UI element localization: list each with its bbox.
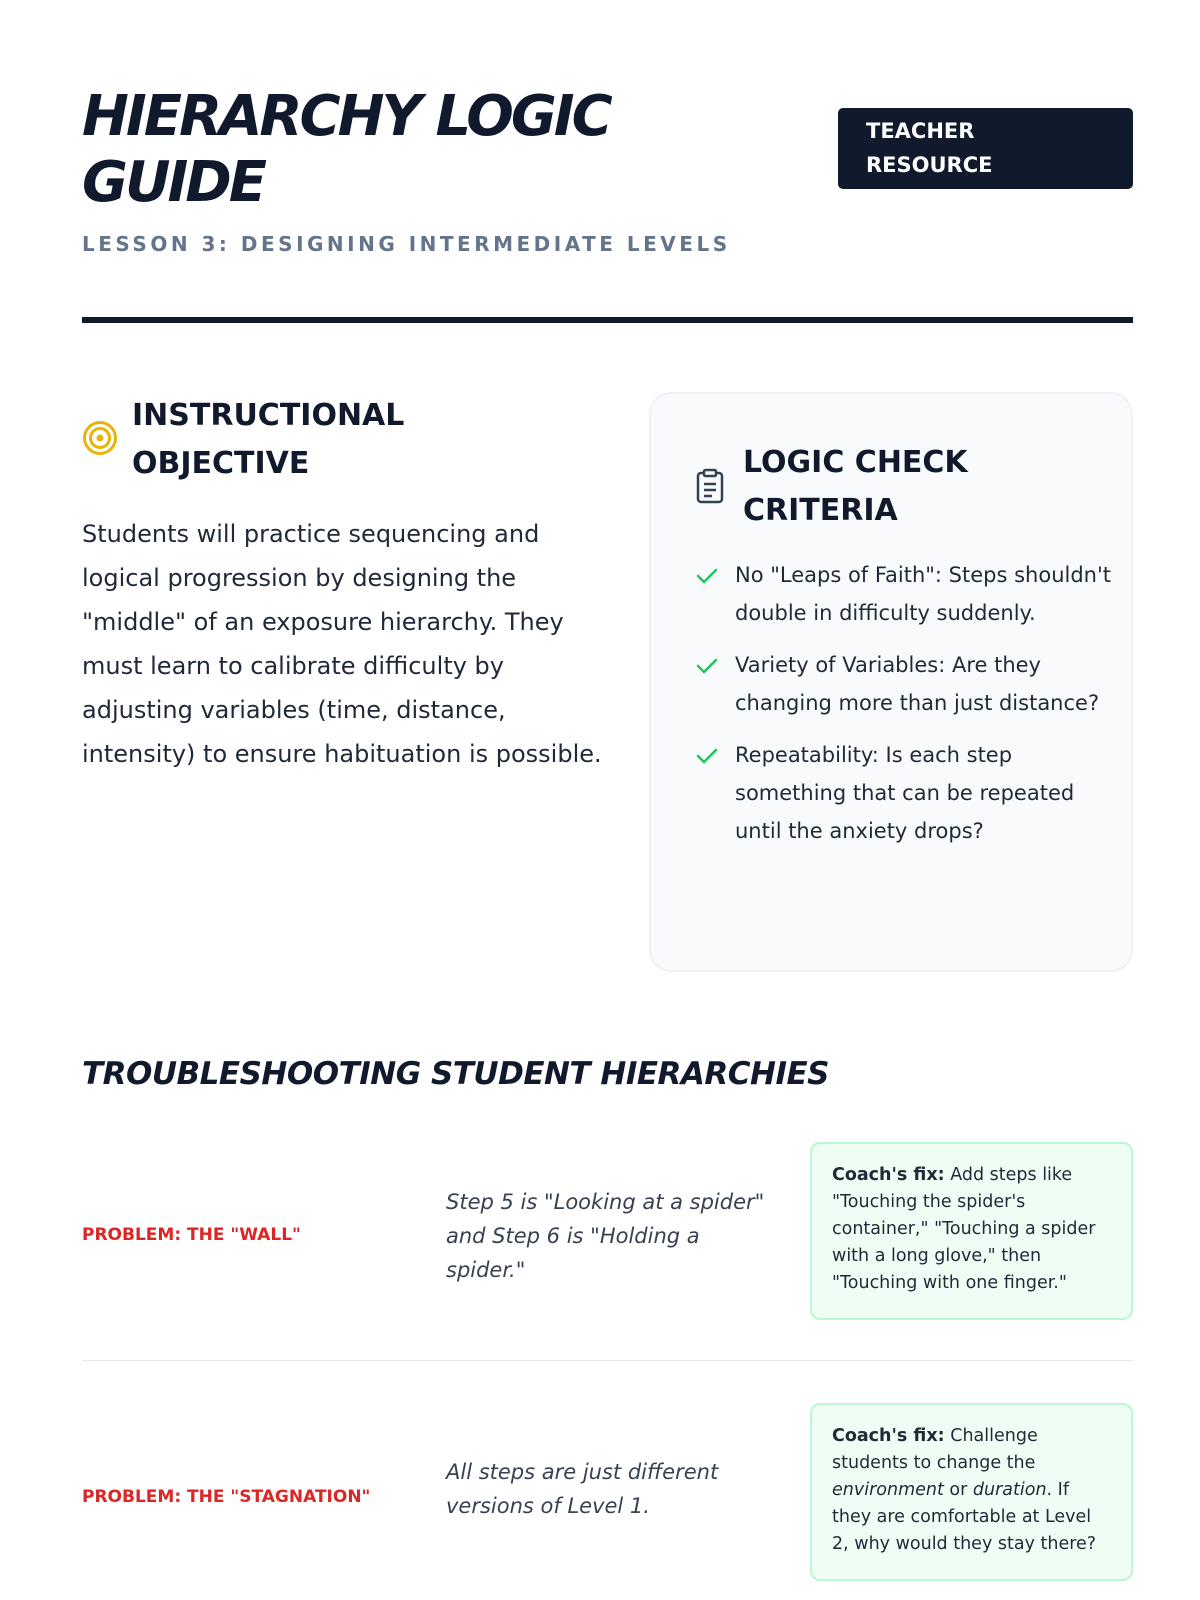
problem-example: All steps are just different versions of Level 1. [446, 1460, 719, 1518]
criteria-item-text: No "Leaps of Faith": Steps shouldn't double in difficulty suddenly. [735, 563, 1112, 625]
criteria-item [695, 646, 1115, 722]
objective-title: INSTRUCTIONAL OBJECTIVE [132, 398, 405, 481]
objective-heading [82, 392, 602, 492]
coach-fix-label: Coach's fix: [832, 1426, 945, 1446]
coach-fix-box [810, 1403, 1133, 1581]
teacher-resource-badge: TEACHER RESOURCE [838, 108, 1133, 189]
criteria-item [695, 736, 1115, 850]
criteria-item [695, 556, 1115, 632]
coach-fix-emphasis: duration [972, 1480, 1047, 1500]
problem-label: PROBLEM: THE "STAGNATION" [82, 1487, 371, 1507]
coach-fix-text: Add steps like "Touching the spider's container," "Touching a spider with a long glove," then "Touching with one finger." [832, 1165, 1096, 1293]
coach-fix-text: or [949, 1480, 968, 1500]
troubleshooting-row [82, 1142, 1133, 1322]
coach-fix-label: Coach's fix: [832, 1165, 945, 1185]
objective-text: Students will practice sequencing and logical progression by designing the "middle" of an exposure hierarchy. They must learn to calibrate difficulty by adjusting variables (time, distance, intensity) to ensure habituation is possible. [82, 520, 602, 768]
coach-fix-box [810, 1142, 1133, 1320]
criteria-title: LOGIC CHECK CRITERIA [743, 445, 968, 528]
troubleshooting-title: TROUBLESHOOTING STUDENT HIERARCHIES [82, 1056, 829, 1092]
criteria-list [695, 556, 1115, 864]
logic-check-card [649, 392, 1133, 972]
check-icon [695, 566, 719, 586]
header-divider [82, 317, 1133, 323]
coach-fix-emphasis: environment [832, 1480, 944, 1500]
clipboard-icon [695, 468, 725, 504]
coach-fix-text: Challenge students to change the [832, 1426, 1038, 1473]
row-divider [82, 1360, 1133, 1361]
criteria-item-text: Variety of Variables: Are they changing more than just distance? [735, 653, 1100, 715]
problem-label: PROBLEM: THE "WALL" [82, 1225, 301, 1245]
check-icon [695, 746, 719, 766]
check-icon [695, 656, 719, 676]
lesson-subtitle: LESSON 3: DESIGNING INTERMEDIATE LEVELS [82, 232, 731, 256]
problem-example: Step 5 is "Looking at a spider" and Step 6 is "Holding a spider." [446, 1190, 765, 1282]
page-title: HIERARCHY LOGIC GUIDE [82, 84, 610, 215]
target-icon [82, 420, 118, 456]
troubleshooting-row [82, 1403, 1133, 1583]
criteria-item-text: Repeatability: Is each step something that can be repeated until the anxiety drops? [735, 743, 1075, 843]
coach-fix-text: . If they are comfortable at Level 2, why would they stay there? [832, 1480, 1097, 1554]
